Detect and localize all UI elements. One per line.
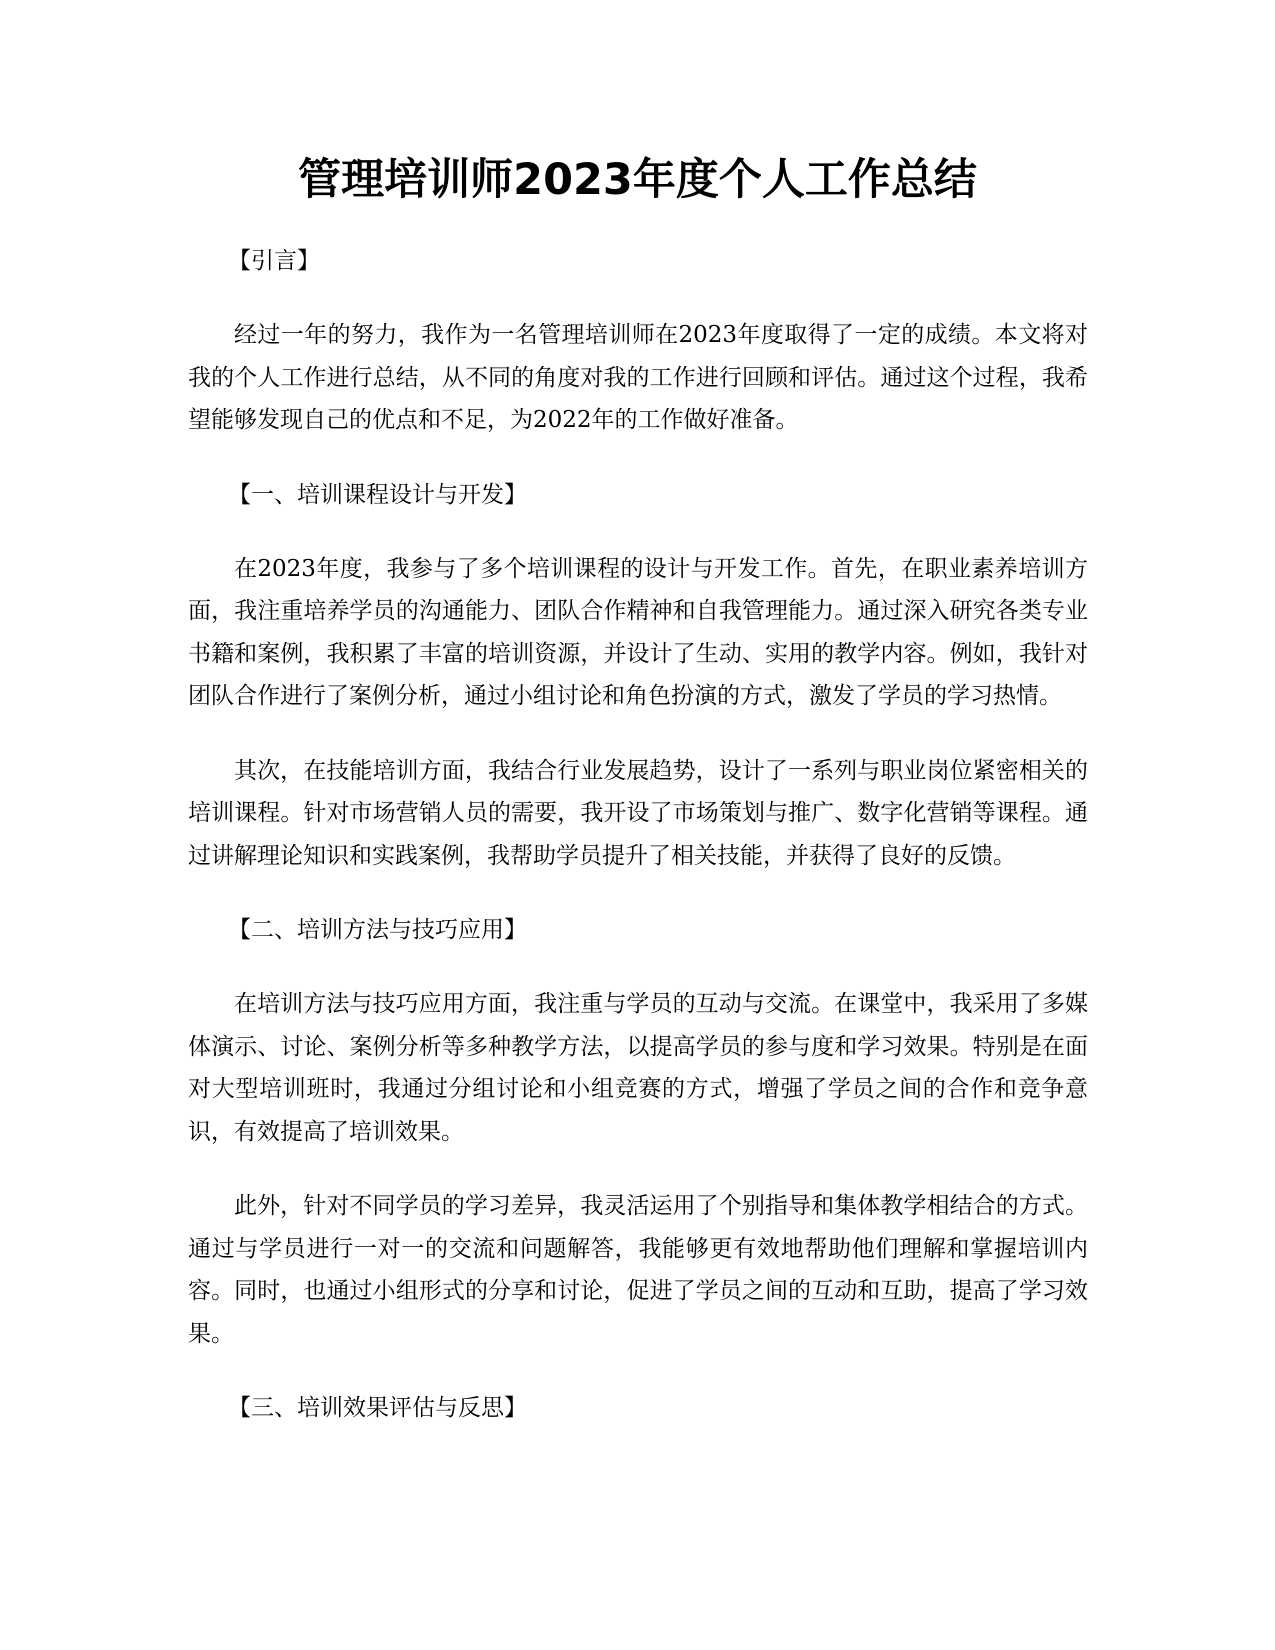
document-body	[188, 240, 1088, 1461]
section-heading-methods: 【二、培训方法与技巧应用】	[228, 917, 527, 943]
methods-paragraph-2: 此外，针对不同学员的学习差异，我灵活运用了个别指导和集体教学相结合的方式。通过与学员进行一对一的交流和问题解答，我能够更有效地帮助他们理解和掌握培训内容。同时，也通过小组形式的分享和讨论，促进了学员之间的互动和互助，提高了学习效果。	[188, 1193, 1088, 1347]
course-design-paragraph-2: 其次，在技能培训方面，我结合行业发展趋势，设计了一系列与职业岗位紧密相关的培训课程。针对市场营销人员的需要，我开设了市场策划与推广、数字化营销等课程。通过讲解理论知识和实践案例，我帮助学员提升了相关技能，并获得了良好的反馈。	[188, 757, 1088, 869]
document-title: 管理培训师2023年度个人工作总结	[298, 155, 977, 205]
section-heading-intro: 【引言】	[228, 248, 320, 274]
methods-paragraph-1: 在培训方法与技巧应用方面，我注重与学员的互动与交流。在课堂中，我采用了多媒体演示、讨论、案例分析等多种教学方法，以提高学员的参与度和学习效果。特别是在面对大型培训班时，我通过分组讨论和小组竞赛的方式，增强了学员之间的合作和竞争意识，有效提高了培训效果。	[188, 991, 1088, 1145]
intro-paragraph: 经过一年的努力，我作为一名管理培训师在2023年度取得了一定的成绩。本文将对我的个人工作进行总结，从不同的角度对我的工作进行回顾和评估。通过这个过程，我希望能够发现自己的优点和不足，为2022年的工作做好准备。	[188, 322, 1088, 433]
section-heading-evaluation: 【三、培训效果评估与反思】	[228, 1395, 527, 1421]
section-heading-course-design: 【一、培训课程设计与开发】	[228, 481, 527, 508]
course-design-paragraph-1: 在2023年度，我参与了多个培训课程的设计与开发工作。首先，在职业素养培训方面，我注重培养学员的沟通能力、团队合作精神和自我管理能力。通过深入研究各类专业书籍和案例，我积累了丰富的培训资源，并设计了生动、实用的教学内容。例如，我针对团队合作进行了案例分析，通过小组讨论和角色扮演的方式，激发了学员的学习热情。	[188, 555, 1088, 709]
